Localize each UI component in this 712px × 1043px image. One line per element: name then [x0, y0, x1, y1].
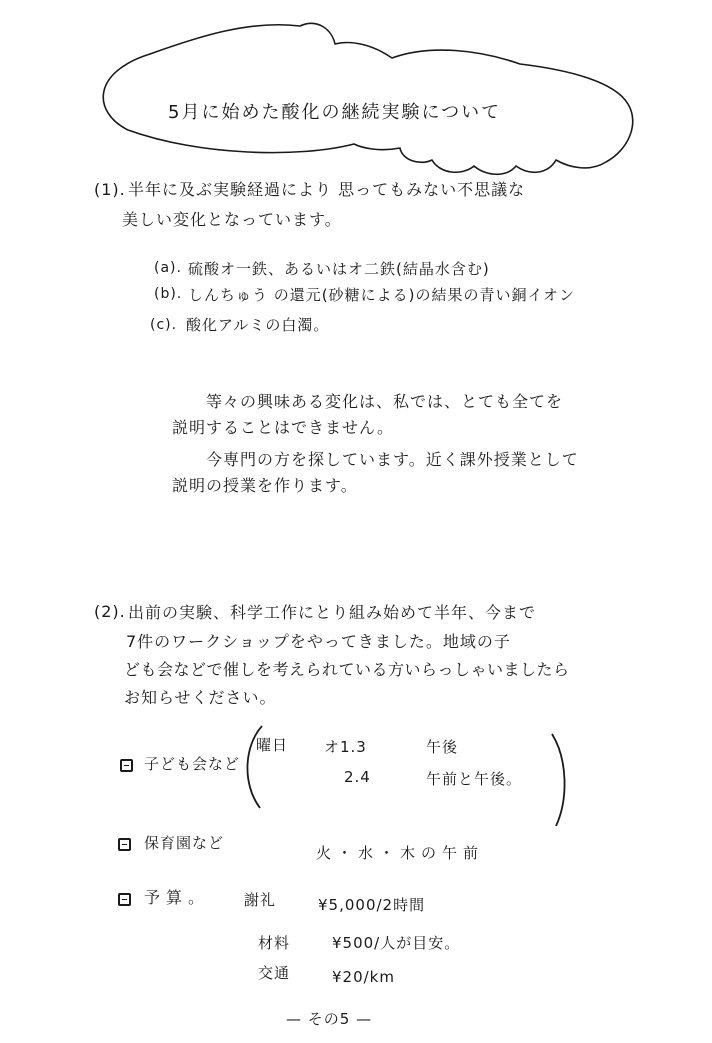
section1-line-1: 半年に及ぶ実験経過により 思ってもみない不思議な: [128, 180, 526, 199]
item-b-text: しんちゅう の還元(砂糖による)の結果の青い銅イオン: [188, 286, 576, 304]
kodomo-label: 子ども会など: [144, 755, 241, 773]
budget-row-3-name: 交通: [258, 964, 291, 982]
budget-row-2-value: ¥500/人が目安。: [332, 934, 461, 952]
section2-line-1: 出前の実験、科学工作にとり組み始めて半年、今まで: [128, 603, 537, 622]
right-paren: [546, 730, 576, 830]
title-cloud-outline: [0, 0, 712, 200]
bullet-box-kodomo: [120, 759, 133, 772]
budget-row-1-value: ¥5,000/2時間: [318, 896, 426, 914]
page-title: 5月に始めた酸化の継続実験について: [168, 102, 502, 123]
bullet-box-hoikuen: [118, 838, 131, 851]
item-c-label: (c).: [150, 317, 178, 333]
kodomo-row-1-days: オ1.3: [324, 738, 367, 756]
hoikuen-label: 保育園など: [144, 834, 225, 852]
hoikuen-days: 火・水・木の午前: [316, 844, 485, 862]
page-footer: — その5 —: [286, 1010, 373, 1028]
item-a-label: (a).: [154, 260, 182, 276]
kodomo-row-1-time: 午後: [426, 738, 459, 756]
budget-row-2-name: 材料: [258, 934, 291, 952]
item-a-text: 硫酸オ一鉄、あるいはオ二鉄(結晶水含む): [188, 260, 490, 278]
item-c-text: 酸化アルミの白濁。: [186, 316, 330, 334]
paragraph-line-2: 説明することはできません。: [172, 418, 394, 437]
paragraph-line-4: 説明の授業を作ります。: [172, 476, 358, 495]
section2-line-2: 7件のワークショップをやってきました。地域の子: [126, 632, 511, 651]
kodomo-row-2-time: 午前と午後。: [426, 770, 523, 788]
section2-number: (2).: [94, 602, 126, 621]
section1-line-2: 美しい変化となっています。: [122, 210, 342, 229]
budget-label: 予算。: [144, 888, 211, 907]
budget-row-3-value: ¥20/km: [332, 968, 395, 986]
section2-line-3: ども会などで催しを考えられている方いらっしゃいましたら: [124, 660, 570, 679]
kodomo-row-2-days: 2.4: [344, 768, 371, 786]
section2-line-4: お知らせください。: [124, 688, 277, 707]
bullet-box-budget: [118, 893, 131, 906]
paragraph-line-1: 等々の興味ある変化は、私では、とても全てを: [206, 392, 564, 411]
budget-row-1-name: 謝礼: [244, 891, 277, 909]
paragraph-line-3: 今専門の方を探しています。近く課外授業として: [206, 450, 579, 469]
weekday-heading: 曜日: [256, 736, 289, 754]
item-b-label: (b).: [154, 286, 183, 302]
section1-number: (1).: [94, 180, 126, 199]
